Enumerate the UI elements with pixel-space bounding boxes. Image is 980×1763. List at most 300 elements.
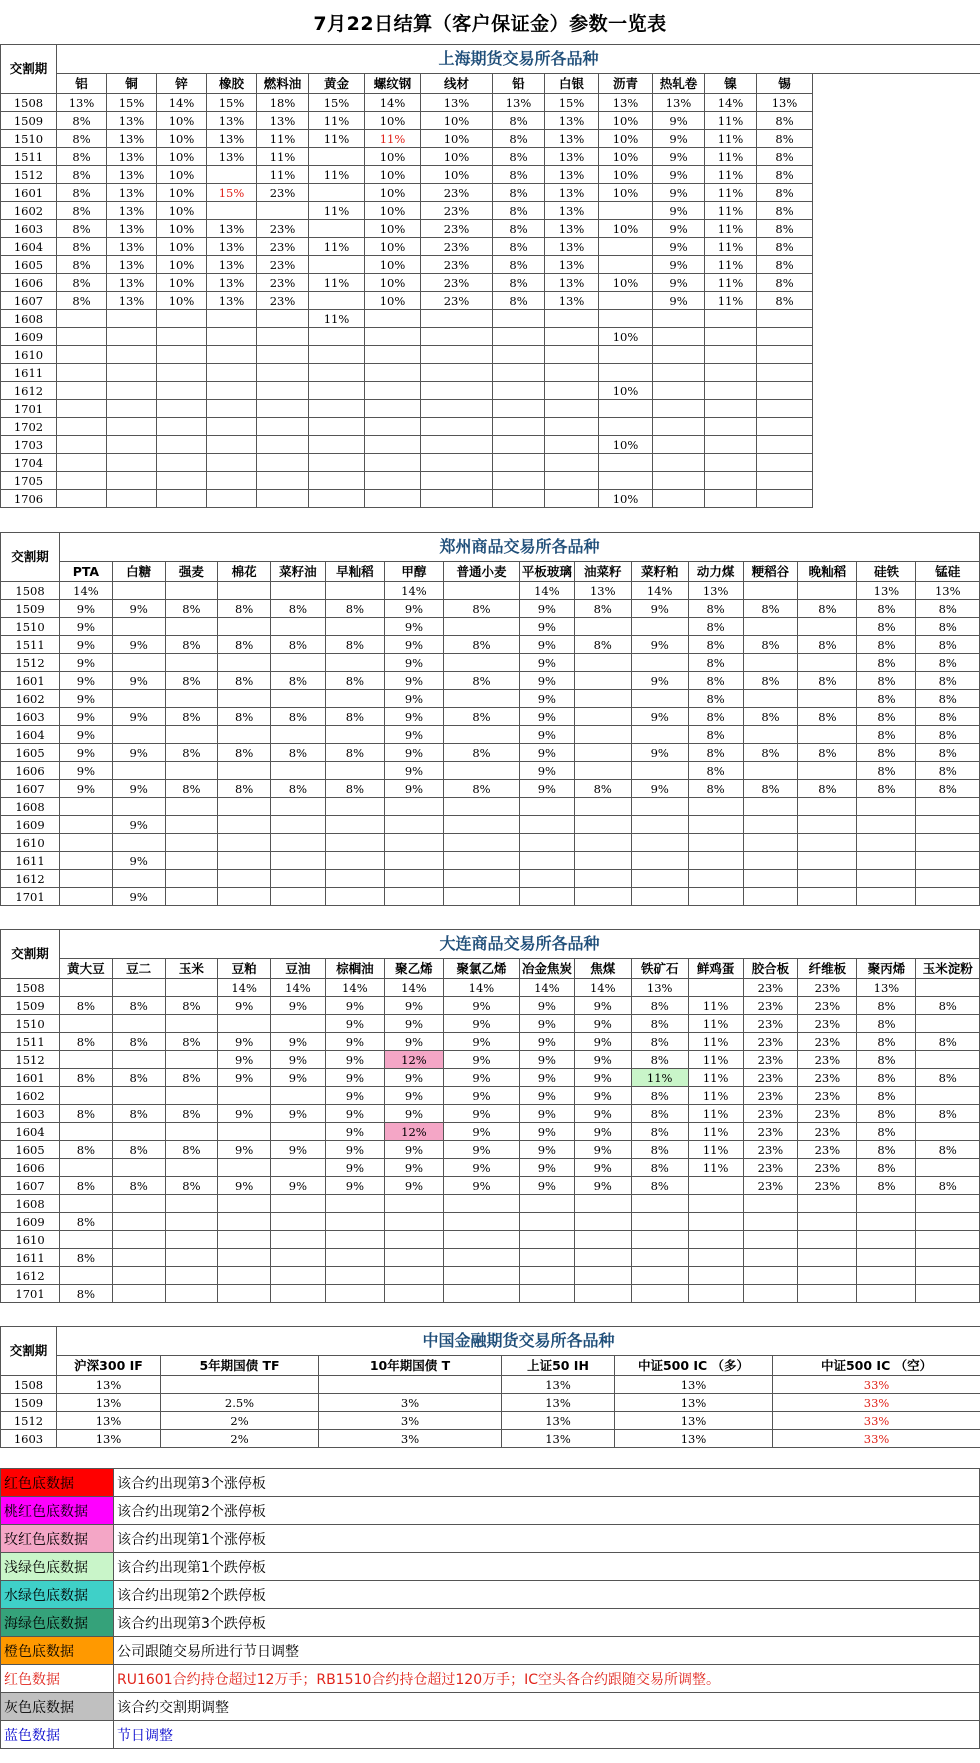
margin-cell — [218, 690, 271, 708]
margin-cell: 8% — [112, 997, 165, 1015]
margin-cell — [653, 364, 705, 382]
product-header: 黄大豆 — [60, 959, 113, 979]
margin-cell — [743, 582, 798, 600]
period-cell: 1508 — [1, 979, 60, 997]
margin-cell: 9% — [519, 1177, 574, 1195]
margin-cell — [207, 202, 257, 220]
product-header: 铅 — [493, 74, 545, 94]
margin-cell — [218, 654, 271, 672]
margin-cell: 13% — [599, 94, 653, 112]
margin-cell: 8% — [757, 274, 813, 292]
dce-section — [0, 929, 980, 1303]
margin-cell — [757, 364, 813, 382]
margin-cell — [798, 1267, 857, 1285]
margin-cell: 9% — [218, 1069, 271, 1087]
margin-cell — [325, 1195, 384, 1213]
period-cell: 1604 — [1, 1123, 60, 1141]
margin-cell — [443, 1195, 519, 1213]
margin-cell: 13% — [615, 1394, 773, 1412]
margin-cell — [574, 834, 631, 852]
period-cell: 1606 — [1, 1159, 60, 1177]
margin-cell: 8% — [443, 600, 519, 618]
margin-cell: 9% — [384, 1087, 443, 1105]
margin-cell — [798, 654, 857, 672]
margin-cell — [165, 834, 218, 852]
empty-cell — [813, 364, 980, 382]
margin-cell: 9% — [384, 636, 443, 654]
margin-cell — [60, 1231, 113, 1249]
period-cell: 1704 — [1, 454, 57, 472]
product-header: 平板玻璃 — [519, 562, 574, 582]
margin-cell — [257, 490, 309, 508]
shfe-section — [0, 44, 980, 508]
margin-cell — [57, 364, 107, 382]
margin-cell: 9% — [112, 672, 165, 690]
margin-cell: 10% — [365, 238, 421, 256]
margin-cell — [493, 472, 545, 490]
margin-cell: 9% — [384, 1105, 443, 1123]
margin-cell: 10% — [157, 184, 207, 202]
product-header: 铁矿石 — [631, 959, 688, 979]
margin-cell: 8% — [165, 1141, 218, 1159]
margin-cell — [107, 436, 157, 454]
margin-cell — [443, 1231, 519, 1249]
margin-cell: 13% — [207, 238, 257, 256]
margin-cell — [443, 798, 519, 816]
margin-cell — [857, 1285, 916, 1303]
margin-cell: 11% — [705, 202, 757, 220]
margin-cell — [443, 888, 519, 906]
product-header: 中证500 IC （多） — [615, 1356, 773, 1376]
margin-cell: 23% — [421, 220, 493, 238]
margin-cell — [421, 364, 493, 382]
margin-cell — [107, 454, 157, 472]
margin-cell — [60, 1087, 113, 1105]
margin-cell: 10% — [365, 220, 421, 238]
margin-cell: 11% — [309, 202, 365, 220]
margin-cell: 11% — [705, 238, 757, 256]
legend-description: 公司跟随交易所进行节日调整 — [114, 1637, 980, 1665]
product-header: 豆二 — [112, 959, 165, 979]
margin-cell — [309, 346, 365, 364]
margin-cell: 8% — [916, 1069, 980, 1087]
margin-cell: 9% — [631, 744, 688, 762]
margin-cell — [165, 1159, 218, 1177]
margin-cell — [365, 418, 421, 436]
margin-cell — [107, 418, 157, 436]
margin-cell — [107, 346, 157, 364]
margin-cell — [271, 654, 326, 672]
period-cell: 1610 — [1, 834, 60, 852]
margin-cell — [309, 418, 365, 436]
margin-cell: 8% — [916, 654, 980, 672]
legend-label: 橙色底数据 — [1, 1637, 114, 1665]
margin-cell — [653, 310, 705, 328]
margin-cell — [443, 1213, 519, 1231]
margin-cell — [165, 1213, 218, 1231]
margin-cell — [207, 310, 257, 328]
margin-cell: 9% — [112, 888, 165, 906]
margin-cell — [112, 1087, 165, 1105]
margin-cell — [218, 888, 271, 906]
margin-cell — [257, 400, 309, 418]
margin-cell: 9% — [271, 1105, 326, 1123]
margin-cell: 11% — [705, 112, 757, 130]
margin-cell: 9% — [60, 726, 113, 744]
margin-cell: 2% — [161, 1412, 319, 1430]
margin-cell: 10% — [157, 112, 207, 130]
legend-row — [1, 1553, 980, 1581]
legend-label: 海绿色底数据 — [1, 1609, 114, 1637]
margin-cell: 9% — [60, 618, 113, 636]
margin-cell: 9% — [519, 618, 574, 636]
table-row — [1, 744, 980, 762]
table-row — [1, 130, 980, 148]
margin-cell — [743, 618, 798, 636]
margin-cell — [60, 852, 113, 870]
margin-cell: 9% — [271, 1069, 326, 1087]
margin-cell — [757, 382, 813, 400]
empty-cell — [813, 202, 980, 220]
product-header: 上证50 IH — [502, 1356, 615, 1376]
product-header: 热轧卷 — [653, 74, 705, 94]
margin-cell: 11% — [688, 1033, 743, 1051]
margin-cell — [57, 472, 107, 490]
table-row — [1, 1051, 980, 1069]
margin-cell — [653, 328, 705, 346]
product-header: 动力煤 — [688, 562, 743, 582]
margin-cell: 33% — [773, 1412, 980, 1430]
margin-cell: 9% — [384, 618, 443, 636]
margin-cell: 8% — [916, 1105, 980, 1123]
margin-cell: 8% — [57, 166, 107, 184]
margin-cell — [365, 490, 421, 508]
product-header: 纤维板 — [798, 959, 857, 979]
product-header: 甲醇 — [384, 562, 443, 582]
margin-cell: 9% — [384, 744, 443, 762]
margin-cell: 23% — [798, 1051, 857, 1069]
margin-cell: 9% — [112, 780, 165, 798]
margin-cell — [271, 1087, 326, 1105]
margin-cell: 8% — [857, 1141, 916, 1159]
margin-cell — [325, 618, 384, 636]
margin-cell: 8% — [857, 708, 916, 726]
margin-cell — [271, 834, 326, 852]
table-row — [1, 726, 980, 744]
margin-cell: 8% — [271, 780, 326, 798]
margin-cell: 23% — [798, 1177, 857, 1195]
empty-cell — [813, 310, 980, 328]
table-row — [1, 690, 980, 708]
margin-cell: 8% — [798, 780, 857, 798]
margin-cell: 8% — [916, 1177, 980, 1195]
margin-cell: 8% — [271, 744, 326, 762]
margin-cell — [384, 852, 443, 870]
margin-cell — [218, 618, 271, 636]
margin-cell — [631, 834, 688, 852]
legend-row — [1, 1525, 980, 1553]
margin-cell — [257, 346, 309, 364]
margin-cell — [757, 454, 813, 472]
margin-cell: 9% — [443, 1087, 519, 1105]
margin-cell — [631, 1231, 688, 1249]
legend-row — [1, 1581, 980, 1609]
period-cell: 1511 — [1, 1033, 60, 1051]
margin-cell: 8% — [165, 708, 218, 726]
margin-cell — [60, 1159, 113, 1177]
margin-cell — [443, 618, 519, 636]
margin-cell — [574, 1195, 631, 1213]
margin-cell: 23% — [421, 238, 493, 256]
margin-cell: 9% — [325, 1141, 384, 1159]
margin-cell: 13% — [107, 292, 157, 310]
margin-cell — [857, 1231, 916, 1249]
margin-cell: 10% — [157, 292, 207, 310]
margin-cell: 9% — [653, 256, 705, 274]
margin-cell: 8% — [757, 184, 813, 202]
margin-cell: 23% — [257, 256, 309, 274]
margin-cell: 9% — [443, 1159, 519, 1177]
margin-cell: 8% — [631, 1141, 688, 1159]
margin-cell: 11% — [705, 274, 757, 292]
margin-cell — [757, 310, 813, 328]
margin-cell: 9% — [325, 1051, 384, 1069]
empty-cell — [813, 184, 980, 202]
margin-cell — [688, 1195, 743, 1213]
margin-cell: 8% — [631, 1123, 688, 1141]
margin-cell: 18% — [257, 94, 309, 112]
margin-cell — [705, 418, 757, 436]
margin-cell — [443, 762, 519, 780]
margin-cell: 8% — [857, 1105, 916, 1123]
table-row — [1, 997, 980, 1015]
margin-cell — [519, 852, 574, 870]
margin-cell: 23% — [743, 1159, 798, 1177]
margin-cell — [157, 310, 207, 328]
period-cell: 1611 — [1, 852, 60, 870]
dce-table — [0, 929, 980, 1303]
margin-cell: 9% — [384, 1159, 443, 1177]
margin-cell: 8% — [688, 600, 743, 618]
period-cell: 1509 — [1, 112, 57, 130]
margin-cell: 8% — [60, 1105, 113, 1123]
margin-cell: 11% — [309, 166, 365, 184]
margin-cell: 14% — [443, 979, 519, 997]
table-row — [1, 1159, 980, 1177]
table-row — [1, 1412, 980, 1430]
margin-cell — [688, 816, 743, 834]
margin-cell: 8% — [857, 636, 916, 654]
margin-cell: 23% — [421, 202, 493, 220]
margin-cell — [688, 852, 743, 870]
margin-cell: 8% — [857, 1159, 916, 1177]
margin-cell — [653, 418, 705, 436]
margin-cell — [421, 472, 493, 490]
margin-cell: 9% — [574, 1141, 631, 1159]
margin-cell — [798, 1249, 857, 1267]
margin-cell: 9% — [574, 1105, 631, 1123]
margin-cell: 9% — [519, 708, 574, 726]
empty-cell — [813, 256, 980, 274]
margin-cell: 13% — [421, 94, 493, 112]
margin-cell — [257, 436, 309, 454]
margin-cell: 9% — [653, 202, 705, 220]
margin-cell — [112, 618, 165, 636]
legend-label: 玫红色底数据 — [1, 1525, 114, 1553]
product-header: 普通小麦 — [443, 562, 519, 582]
margin-cell — [757, 418, 813, 436]
margin-cell — [631, 726, 688, 744]
margin-cell: 11% — [309, 130, 365, 148]
margin-cell: 13% — [107, 166, 157, 184]
table-row — [1, 292, 980, 310]
margin-cell: 10% — [365, 292, 421, 310]
margin-cell — [574, 654, 631, 672]
margin-cell: 14% — [631, 582, 688, 600]
margin-cell — [309, 184, 365, 202]
margin-cell — [574, 744, 631, 762]
margin-cell: 8% — [857, 744, 916, 762]
margin-cell: 8% — [60, 1177, 113, 1195]
table-row — [1, 1231, 980, 1249]
margin-cell: 8% — [757, 256, 813, 274]
margin-cell — [325, 1213, 384, 1231]
period-cell: 1601 — [1, 1069, 60, 1087]
empty-cell — [813, 400, 980, 418]
margin-cell: 11% — [631, 1069, 688, 1087]
margin-cell: 11% — [688, 1105, 743, 1123]
empty-cell — [813, 418, 980, 436]
margin-cell — [493, 400, 545, 418]
margin-cell: 8% — [743, 780, 798, 798]
legend-label: 红色数据 — [1, 1665, 114, 1693]
margin-cell — [519, 1213, 574, 1231]
margin-cell: 8% — [688, 762, 743, 780]
margin-cell: 8% — [493, 112, 545, 130]
margin-cell — [519, 870, 574, 888]
margin-cell — [743, 1267, 798, 1285]
margin-cell — [798, 816, 857, 834]
margin-cell: 9% — [653, 220, 705, 238]
margin-cell: 8% — [165, 1069, 218, 1087]
table-row — [1, 454, 980, 472]
period-cell: 1601 — [1, 672, 60, 690]
table-row — [1, 979, 980, 997]
margin-cell: 9% — [60, 708, 113, 726]
margin-cell — [443, 1267, 519, 1285]
margin-cell — [916, 1051, 980, 1069]
margin-cell: 8% — [443, 636, 519, 654]
table-row — [1, 1376, 980, 1394]
margin-cell — [165, 852, 218, 870]
margin-cell: 9% — [443, 997, 519, 1015]
margin-cell: 13% — [107, 112, 157, 130]
margin-cell: 9% — [271, 997, 326, 1015]
product-header: 黄金 — [309, 74, 365, 94]
margin-cell — [631, 870, 688, 888]
margin-cell: 9% — [112, 708, 165, 726]
margin-cell — [421, 490, 493, 508]
margin-cell — [545, 364, 599, 382]
margin-cell: 33% — [773, 1394, 980, 1412]
margin-cell: 11% — [257, 130, 309, 148]
margin-cell: 33% — [773, 1376, 980, 1394]
product-header: 玉米 — [165, 959, 218, 979]
margin-cell: 9% — [271, 1033, 326, 1051]
margin-cell — [743, 798, 798, 816]
margin-cell: 15% — [545, 94, 599, 112]
margin-cell: 13% — [57, 94, 107, 112]
margin-cell: 9% — [60, 636, 113, 654]
margin-cell — [112, 762, 165, 780]
margin-cell: 13% — [545, 184, 599, 202]
margin-cell: 9% — [218, 1141, 271, 1159]
margin-cell — [271, 1267, 326, 1285]
margin-cell — [218, 726, 271, 744]
margin-cell: 10% — [599, 112, 653, 130]
margin-cell — [574, 672, 631, 690]
table-row — [1, 618, 980, 636]
margin-cell — [574, 1249, 631, 1267]
margin-cell — [916, 852, 980, 870]
margin-cell — [493, 490, 545, 508]
table-row — [1, 274, 980, 292]
margin-cell — [165, 1249, 218, 1267]
margin-cell — [112, 654, 165, 672]
margin-cell — [421, 418, 493, 436]
empty-cell — [813, 130, 980, 148]
margin-cell: 8% — [112, 1141, 165, 1159]
margin-cell: 13% — [502, 1412, 615, 1430]
margin-cell: 8% — [757, 148, 813, 166]
margin-cell: 10% — [157, 166, 207, 184]
margin-cell: 11% — [705, 148, 757, 166]
margin-cell — [207, 472, 257, 490]
margin-cell: 8% — [218, 600, 271, 618]
margin-cell: 9% — [60, 744, 113, 762]
margin-cell: 8% — [60, 1213, 113, 1231]
margin-cell: 10% — [599, 220, 653, 238]
margin-cell: 11% — [688, 1159, 743, 1177]
margin-cell — [857, 798, 916, 816]
margin-cell — [545, 310, 599, 328]
margin-cell — [271, 870, 326, 888]
margin-cell — [688, 1177, 743, 1195]
product-header: 白糖 — [112, 562, 165, 582]
margin-cell — [107, 364, 157, 382]
margin-cell — [743, 852, 798, 870]
margin-cell — [112, 582, 165, 600]
margin-cell — [271, 1159, 326, 1177]
margin-cell: 10% — [157, 274, 207, 292]
margin-cell: 8% — [857, 780, 916, 798]
margin-cell: 8% — [165, 636, 218, 654]
margin-cell: 8% — [60, 1285, 113, 1303]
margin-cell: 10% — [599, 148, 653, 166]
margin-cell: 23% — [798, 1105, 857, 1123]
period-header: 交割期 — [1, 930, 60, 979]
margin-cell: 13% — [107, 148, 157, 166]
margin-cell: 23% — [798, 979, 857, 997]
margin-cell — [57, 382, 107, 400]
margin-cell: 8% — [112, 1105, 165, 1123]
margin-cell: 8% — [916, 636, 980, 654]
margin-cell: 8% — [271, 672, 326, 690]
legend-label: 桃红色底数据 — [1, 1497, 114, 1525]
margin-cell: 9% — [384, 1069, 443, 1087]
margin-cell: 9% — [325, 1015, 384, 1033]
period-cell: 1512 — [1, 1412, 57, 1430]
